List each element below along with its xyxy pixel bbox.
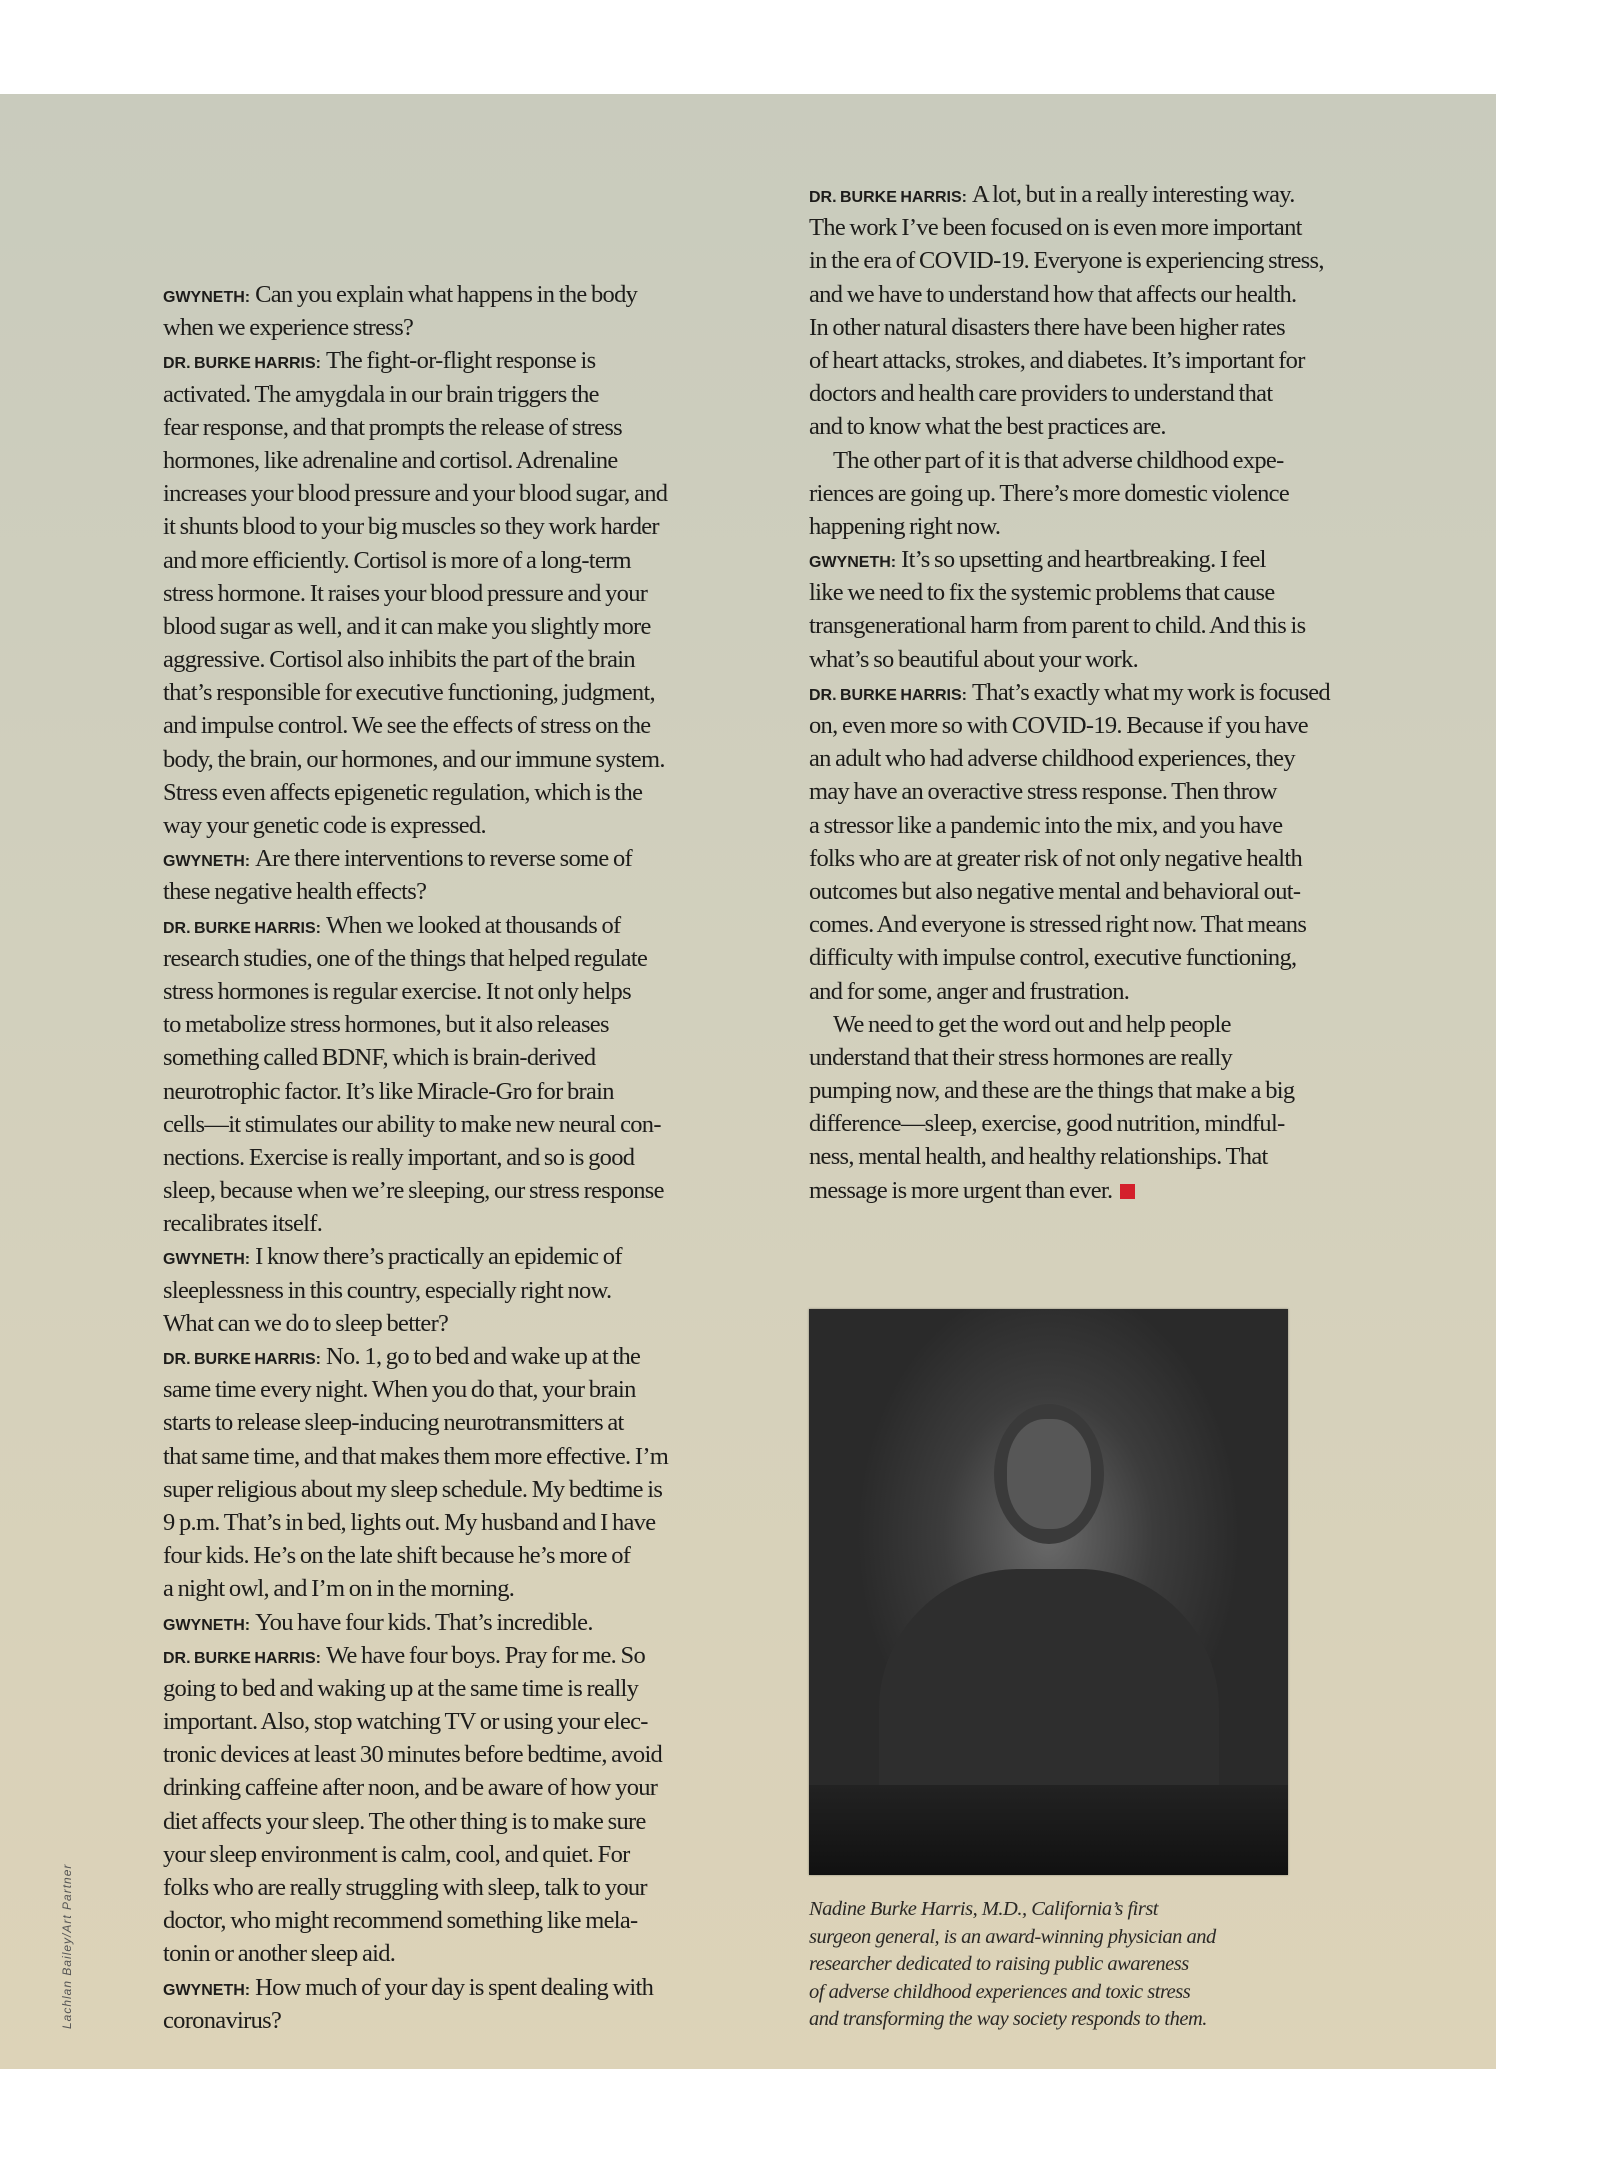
text-line <box>163 311 668 344</box>
line-text: activated. The amygdala in our brain triggers the <box>163 380 599 408</box>
text-line <box>163 1838 668 1871</box>
line-text: understand that their stress hormones are really <box>809 1043 1233 1071</box>
text-line <box>163 1406 668 1439</box>
text-line <box>163 743 668 776</box>
caption-line: surgeon general, is an award-winning physician and <box>809 1925 1216 1948</box>
line-text: cells—it stimulates our ability to make new neural con- <box>163 1110 661 1138</box>
text-line <box>163 709 668 742</box>
text-line <box>809 775 1330 808</box>
text-line <box>163 1274 668 1307</box>
text-line <box>163 1440 668 1473</box>
caption-line: Nadine Burke Harris, M.D., California’s first <box>809 1898 1158 1920</box>
line-text: sleeplessness in this country, especially right now. <box>163 1276 612 1304</box>
text-line <box>809 1107 1330 1140</box>
text-line <box>809 410 1330 443</box>
line-text: a stressor like a pandemic into the mix, and you have <box>809 811 1283 839</box>
text-line <box>163 1672 668 1705</box>
line-text: and we have to understand how that affects our health. <box>809 280 1297 308</box>
line-text: doctors and health care providers to understand that <box>809 380 1273 408</box>
text-line <box>809 543 1330 576</box>
line-text: When we looked at thousands of <box>326 911 621 939</box>
text-line <box>163 1937 668 1970</box>
line-text: A lot, but in a really interesting way. <box>972 181 1295 208</box>
line-text: Are there interventions to reverse some of <box>255 845 632 873</box>
text-line <box>809 676 1330 709</box>
text-line <box>163 278 668 311</box>
speaker-label: DR. BURKE HARRIS: <box>809 686 967 704</box>
speaker-label: GWYNETH: <box>163 289 251 306</box>
speaker-label: GWYNETH: <box>809 554 897 572</box>
line-text: What can we do to sleep better? <box>163 1309 449 1337</box>
text-line <box>809 510 1330 543</box>
line-text: tronic devices at least 30 minutes before bedtime, avoid <box>163 1741 663 1769</box>
text-line <box>163 1240 668 1273</box>
text-line <box>163 1572 668 1605</box>
line-text: happening right now. <box>809 512 1001 540</box>
text-line <box>809 908 1330 941</box>
line-text: The work I’ve been focused on is even more important <box>809 214 1302 242</box>
line-text: transgenerational harm from parent to child. And this is <box>809 612 1306 640</box>
text-line <box>163 1506 668 1539</box>
speaker-label: DR. BURKE HARRIS: <box>163 1351 321 1368</box>
text-line <box>163 875 668 908</box>
line-text: doctor, who might recommend something like mela- <box>163 1907 638 1935</box>
text-line <box>809 377 1330 410</box>
text-line <box>809 941 1330 974</box>
text-line <box>163 676 668 709</box>
speaker-label: DR. BURKE HARRIS: <box>163 919 321 937</box>
right-column <box>809 178 1330 1207</box>
caption-line: researcher dedicated to raising public awareness <box>809 1953 1189 1976</box>
line-text: same time every night. When you do that, your brain <box>163 1376 636 1404</box>
text-line <box>163 1871 668 1904</box>
text-line <box>163 577 668 610</box>
text-line <box>163 842 668 875</box>
text-line <box>163 1473 668 1506</box>
line-text: outcomes but also negative mental and behavioral out- <box>809 877 1301 905</box>
text-line <box>163 1539 668 1572</box>
text-line <box>163 344 668 377</box>
line-text: comes. And everyone is stressed right now. That means <box>809 911 1307 939</box>
line-text: body, the brain, our hormones, and our immune system. <box>163 745 665 773</box>
line-text: drinking caffeine after noon, and be aware of how your <box>163 1774 658 1802</box>
line-text: starts to release sleep-inducing neurotransmitters at <box>163 1409 624 1437</box>
line-text: it shunts blood to your big muscles so they work harder <box>163 513 659 541</box>
line-text: four kids. He’s on the late shift because he’s more of <box>163 1542 631 1570</box>
line-text: what’s so beautiful about your work. <box>809 645 1139 673</box>
text-line <box>163 1340 668 1373</box>
text-line <box>163 510 668 543</box>
caption-line: and transforming the way society responds to them. <box>809 2008 1207 2031</box>
line-text: ness, mental health, and healthy relationships. That <box>809 1143 1268 1171</box>
line-text: of heart attacks, strokes, and diabetes. It’s important for <box>809 346 1305 374</box>
text-line <box>809 643 1330 676</box>
line-text: and for some, anger and frustration. <box>809 977 1130 1005</box>
line-text: folks who are really struggling with sleep, talk to your <box>163 1874 647 1901</box>
text-line <box>163 942 668 975</box>
line-text: Stress even affects epigenetic regulation, which is the <box>163 778 643 806</box>
line-text: diet affects your sleep. The other thing is to make sure <box>163 1807 646 1835</box>
line-text: The fight-or-flight response is <box>326 347 596 375</box>
speaker-label: DR. BURKE HARRIS: <box>163 355 321 373</box>
line-text: stress hormone. It raises your blood pressure and your <box>163 579 648 607</box>
photo-caption <box>809 1896 1216 2034</box>
line-text: something called BDNF, which is brain-derived <box>163 1044 596 1072</box>
text-line <box>163 1041 668 1074</box>
text-line <box>809 244 1330 277</box>
caption-line: of adverse childhood experiences and toxic stress <box>809 1980 1191 2003</box>
line-text: It’s so upsetting and heartbreaking. I feel <box>901 546 1266 574</box>
speaker-label: GWYNETH: <box>163 1616 251 1634</box>
line-text: difficulty with impulse control, executive functioning, <box>809 944 1297 972</box>
line-text: and to know what the best practices are. <box>809 413 1166 441</box>
line-text: hormones, like adrenaline and cortisol. Adrenaline <box>163 446 618 474</box>
line-text: these negative health effects? <box>163 878 427 906</box>
line-text: We need to get the word out and help people <box>833 1010 1231 1038</box>
end-mark-icon <box>1120 1184 1135 1199</box>
line-text: fear response, and that prompts the release of stress <box>163 413 623 441</box>
line-text: How much of your day is spent dealing with <box>255 1973 654 2001</box>
line-text: Can you explain what happens in the body <box>255 281 638 308</box>
text-line <box>163 477 668 510</box>
line-text: neurotrophic factor. It’s like Miracle-Gro for brain <box>163 1077 614 1105</box>
text-line <box>163 1805 668 1838</box>
text-line <box>163 1108 668 1141</box>
line-text: That’s exactly what my work is focused <box>972 678 1330 706</box>
line-text: to metabolize stress hormones, but it also releases <box>163 1011 609 1039</box>
line-text: that same time, and that makes them more effective. I’m <box>163 1442 669 1470</box>
line-text: No. 1, go to bed and wake up at the <box>326 1343 641 1370</box>
line-text: may have an overactive stress response. Then throw <box>809 778 1277 806</box>
text-line <box>163 610 668 643</box>
portrait-photo <box>809 1309 1288 1875</box>
line-text: way your genetic code is expressed. <box>163 812 486 839</box>
line-text: increases your blood pressure and your blood sugar, and <box>163 480 668 508</box>
text-line <box>163 544 668 577</box>
line-text: difference—sleep, exercise, good nutrition, mindful- <box>809 1110 1285 1138</box>
line-text: You have four kids. That’s incredible. <box>255 1608 593 1636</box>
line-text: The other part of it is that adverse childhood expe- <box>833 446 1284 474</box>
text-line <box>809 875 1330 908</box>
text-line <box>809 842 1330 875</box>
text-line <box>809 1074 1330 1107</box>
line-text: super religious about my sleep schedule. My bedtime is <box>163 1475 663 1503</box>
text-line <box>809 311 1330 344</box>
text-line <box>809 1174 1330 1207</box>
text-line <box>809 1140 1330 1173</box>
text-line <box>163 1207 668 1240</box>
line-text: research studies, one of the things that helped regulate <box>163 944 648 972</box>
text-line <box>809 477 1330 510</box>
line-text: In other natural disasters there have been higher rates <box>809 313 1285 341</box>
text-line <box>809 742 1330 775</box>
left-column <box>163 278 668 2037</box>
text-line <box>809 344 1330 377</box>
text-line <box>809 609 1330 642</box>
speaker-label: GWYNETH: <box>163 853 251 871</box>
text-line <box>809 1008 1330 1041</box>
text-line <box>163 1141 668 1174</box>
text-line <box>809 809 1330 842</box>
text-line <box>809 444 1330 477</box>
text-line <box>163 2004 668 2037</box>
line-text: in the era of COVID-19. Everyone is experiencing stress, <box>809 247 1324 275</box>
line-text: on, even more so with COVID-19. Because if you have <box>809 712 1308 739</box>
text-line <box>163 1075 668 1108</box>
line-text: and more efficiently. Cortisol is more of a long-term <box>163 546 631 574</box>
text-line <box>163 776 668 809</box>
text-line <box>163 1705 668 1738</box>
text-line <box>163 1174 668 1207</box>
line-text: your sleep environment is calm, cool, and quiet. For <box>163 1840 630 1868</box>
text-line <box>809 211 1330 244</box>
photo-credit: Lachlan Bailey/Art Partner <box>60 1863 74 2029</box>
line-text: when we experience stress? <box>163 314 414 342</box>
line-text: sleep, because when we’re sleeping, our stress response <box>163 1177 664 1205</box>
text-line <box>163 411 668 444</box>
line-text: like we need to fix the systemic problems that cause <box>809 579 1275 607</box>
text-line <box>163 643 668 676</box>
line-text: riences are going up. There’s more domestic violence <box>809 479 1289 507</box>
line-text: blood sugar as well, and it can make you slightly more <box>163 612 651 640</box>
speaker-label: DR. BURKE HARRIS: <box>809 189 967 206</box>
text-line <box>163 1771 668 1804</box>
text-line <box>163 378 668 411</box>
line-text: that’s responsible for executive functioning, judgment, <box>163 679 655 707</box>
text-line <box>163 1307 668 1340</box>
text-line <box>163 1008 668 1041</box>
line-text: We have four boys. Pray for me. So <box>326 1641 645 1669</box>
line-text: tonin or another sleep aid. <box>163 1940 396 1968</box>
text-line <box>809 709 1330 742</box>
speaker-label: GWYNETH: <box>163 1251 251 1269</box>
speaker-label: GWYNETH: <box>163 1981 251 1999</box>
text-line <box>163 909 668 942</box>
line-text: going to bed and waking up at the same time is really <box>163 1674 639 1702</box>
magazine-page <box>0 94 1496 2069</box>
line-text: folks who are at greater risk of not only negative health <box>809 844 1303 872</box>
text-line <box>163 1373 668 1406</box>
speaker-label: DR. BURKE HARRIS: <box>163 1649 321 1667</box>
text-line <box>163 975 668 1008</box>
text-line <box>809 1041 1330 1074</box>
text-line <box>809 278 1330 311</box>
text-line <box>163 1971 668 2004</box>
text-line <box>809 576 1330 609</box>
line-text: I know there’s practically an epidemic of <box>255 1243 622 1271</box>
text-line <box>163 1606 668 1639</box>
line-text: important. Also, stop watching TV or using your elec- <box>163 1708 648 1736</box>
text-line <box>809 975 1330 1008</box>
line-text: coronavirus? <box>163 2006 282 2034</box>
text-line <box>163 444 668 477</box>
line-text: a night owl, and I’m on in the morning. <box>163 1575 515 1603</box>
text-line <box>809 178 1330 211</box>
text-line <box>163 1904 668 1937</box>
line-text: stress hormones is regular exercise. It not only helps <box>163 977 631 1005</box>
text-line <box>163 1738 668 1771</box>
line-text: message is more urgent than ever. <box>809 1176 1113 1204</box>
line-text: an adult who had adverse childhood experiences, they <box>809 745 1295 773</box>
line-text: 9 p.m. That’s in bed, lights out. My husband and I have <box>163 1508 656 1536</box>
text-line <box>163 809 668 842</box>
line-text: and impulse control. We see the effects of stress on the <box>163 712 651 740</box>
text-line <box>163 1639 668 1672</box>
line-text: pumping now, and these are the things that make a big <box>809 1077 1295 1105</box>
line-text: recalibrates itself. <box>163 1210 323 1238</box>
line-text: aggressive. Cortisol also inhibits the part of the brain <box>163 646 635 674</box>
line-text: nections. Exercise is really important, and so is good <box>163 1143 635 1171</box>
